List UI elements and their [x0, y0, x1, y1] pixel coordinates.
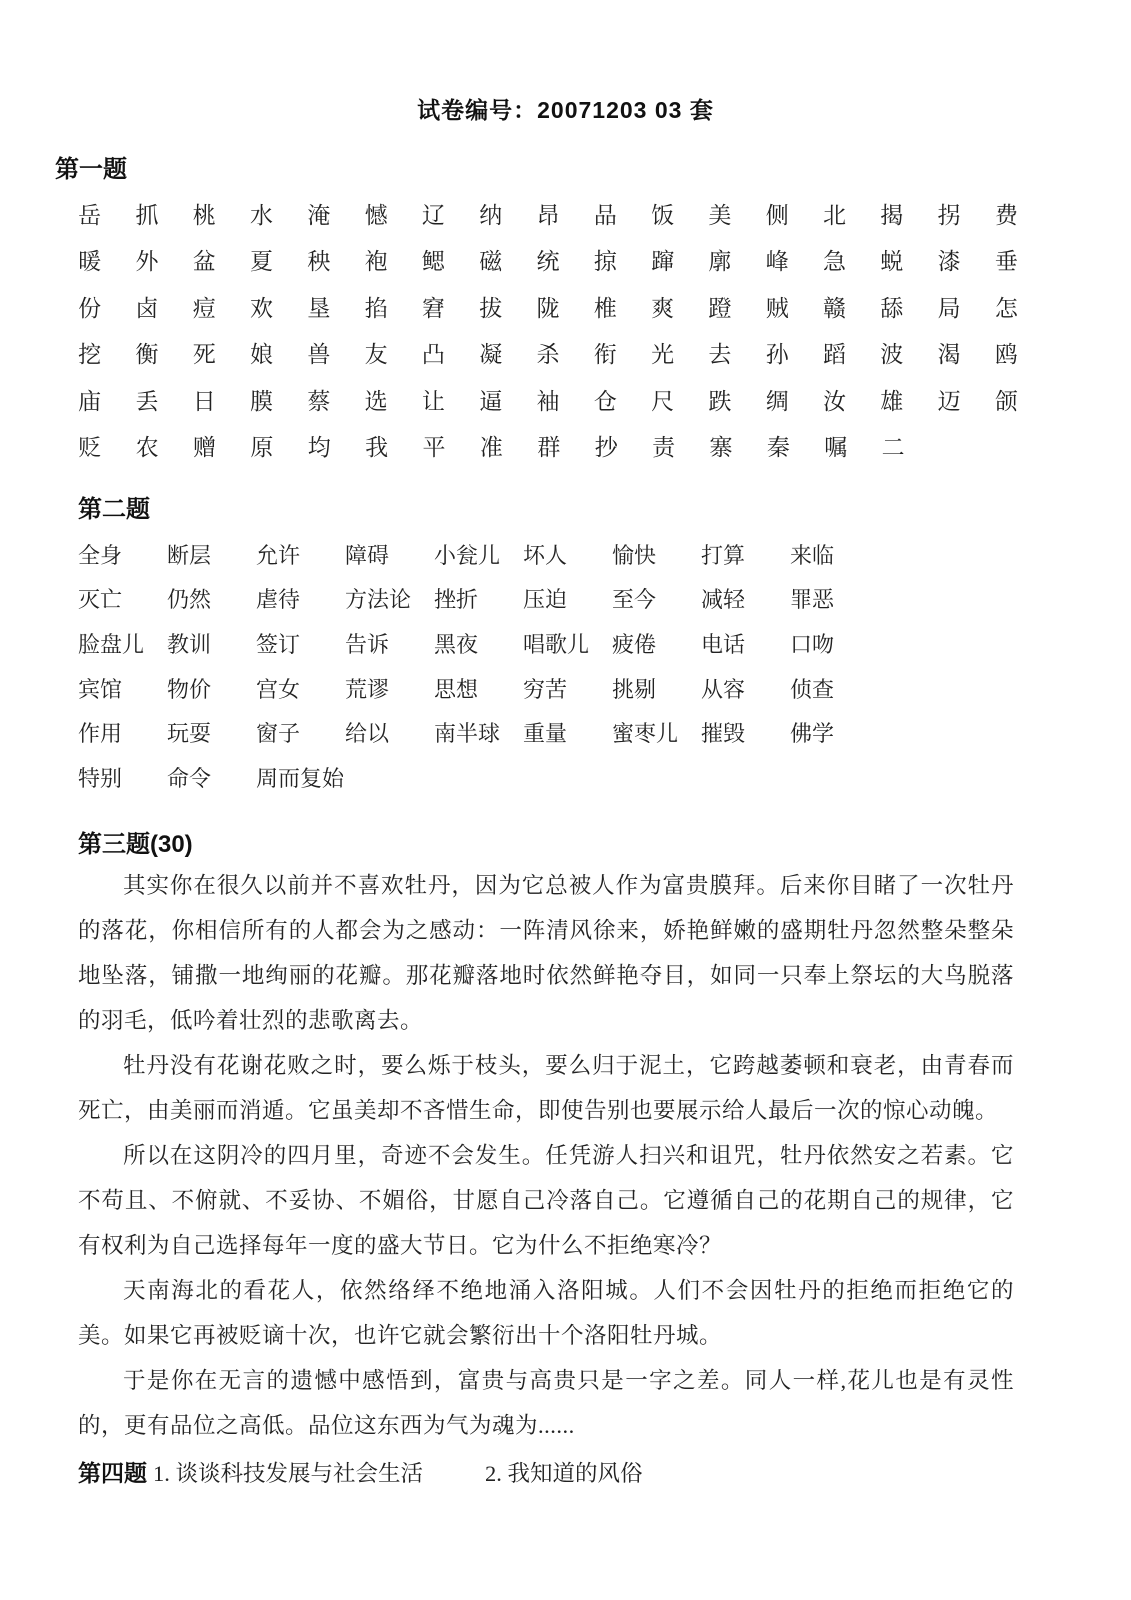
word-cell: 玩耍	[167, 721, 212, 747]
character-cell: 丢	[135, 388, 159, 414]
word-cell: 压迫	[523, 587, 568, 613]
character-cell: 秦	[766, 435, 790, 461]
word-cell: 挑剔	[612, 676, 657, 702]
passage	[78, 863, 1014, 1448]
character-cell: 膜	[250, 388, 274, 414]
word-cell: 罪恶	[790, 587, 835, 613]
character-cell: 衡	[135, 342, 159, 368]
character-cell: 孙	[765, 342, 789, 368]
word-cell: 蜜枣儿	[612, 721, 679, 747]
word-cell: 脸盘儿	[78, 631, 145, 657]
character-cell: 拐	[937, 202, 961, 228]
word-cell: 重量	[523, 721, 568, 747]
character-cell: 漆	[937, 249, 961, 275]
character-cell: 群	[537, 435, 561, 461]
word-cell: 愉快	[612, 542, 657, 568]
passage-paragraph: 天南海北的看花人，依然络绎不绝地涌入洛阳城。人们不会因牡丹的拒绝而拒绝它的美。如果它再被贬谪十次，也许它就会繁衍出十个洛阳牡丹城。	[78, 1277, 1014, 1348]
character-cell: 岳	[78, 202, 102, 228]
word-cell: 疲倦	[612, 631, 657, 657]
character-cell: 份	[78, 295, 102, 321]
character-cell: 均	[307, 435, 331, 461]
character-cell: 去	[708, 342, 732, 368]
character-cell: 统	[536, 249, 560, 275]
word-cell: 摧毁	[701, 721, 746, 747]
word-cell: 断层	[167, 542, 212, 568]
character-cell: 饭	[651, 202, 675, 228]
section4-topic-2: 2. 我知道的风俗	[485, 1460, 643, 1486]
word-cell: 侦查	[790, 676, 835, 702]
word-cell: 给以	[345, 721, 390, 747]
character-cell: 鳃	[421, 249, 445, 275]
character-cell: 掠	[593, 249, 617, 275]
character-cell: 憾	[364, 202, 388, 228]
character-cell: 逼	[479, 388, 503, 414]
page-title: 试卷编号：20071203 03 套	[417, 97, 714, 123]
word-cell: 告诉	[345, 631, 390, 657]
character-cell: 蜕	[880, 249, 904, 275]
character-cell: 让	[421, 388, 445, 414]
character-row	[78, 330, 1018, 377]
character-cell: 鸥	[994, 342, 1018, 368]
character-cell: 凝	[479, 342, 503, 368]
section3-heading: 第三题(30)	[78, 830, 193, 858]
character-cell: 盆	[192, 249, 216, 275]
character-cell: 袖	[536, 388, 560, 414]
character-cell: 尺	[651, 388, 675, 414]
passage-paragraph: 牡丹没有花谢花败之时，要么烁于枝头，要么归于泥土，它跨越萎顿和衰老，由青春而死亡，由美丽而消遁。它虽美却不吝惜生命，即使告别也要展示给人最后一次的惊心动魄。	[78, 1052, 1014, 1123]
word-row	[78, 532, 1028, 577]
character-cell: 跌	[708, 388, 732, 414]
character-cell: 波	[880, 342, 904, 368]
word-cell: 挫折	[434, 587, 479, 613]
section1-heading: 第一题	[55, 156, 127, 183]
word-row	[78, 577, 1028, 622]
character-cell: 兽	[307, 342, 331, 368]
word-cell: 仍然	[167, 587, 212, 613]
character-cell: 峰	[765, 249, 789, 275]
character-cell: 死	[192, 342, 216, 368]
word-cell: 从容	[701, 676, 746, 702]
word-cell: 特别	[78, 765, 123, 791]
word-grid	[78, 532, 1028, 800]
character-cell: 局	[937, 295, 961, 321]
character-cell: 赣	[823, 295, 846, 321]
word-cell: 周而复始	[256, 765, 345, 791]
character-cell: 怎	[994, 295, 1018, 321]
character-cell: 衔	[593, 342, 617, 368]
word-row	[78, 666, 1028, 711]
character-cell: 秧	[307, 249, 331, 275]
word-cell: 作用	[78, 721, 123, 747]
word-cell: 唱歌儿	[523, 631, 590, 657]
word-cell: 宫女	[256, 676, 301, 702]
character-cell: 侧	[765, 202, 789, 228]
section4-topic-1: 1. 谈谈科技发展与社会生活	[153, 1460, 424, 1486]
word-cell: 签订	[256, 631, 301, 657]
character-grid	[78, 190, 1018, 469]
word-cell: 思想	[434, 676, 479, 702]
character-cell: 辽	[421, 202, 445, 228]
character-cell: 我	[365, 435, 389, 461]
word-cell: 减轻	[701, 587, 746, 613]
character-cell: 嘱	[824, 435, 848, 461]
word-cell: 教训	[167, 631, 212, 657]
character-cell: 汝	[823, 388, 846, 414]
character-cell: 磁	[479, 249, 503, 275]
character-cell: 娘	[250, 342, 274, 368]
character-cell: 杀	[536, 342, 560, 368]
word-row	[78, 755, 1028, 800]
character-cell: 贼	[765, 295, 789, 321]
character-cell: 挖	[78, 342, 102, 368]
character-cell: 蹿	[651, 249, 675, 275]
character-cell: 贬	[78, 435, 102, 461]
word-cell: 障碍	[345, 542, 390, 568]
character-cell: 抓	[135, 202, 159, 228]
character-cell: 桃	[192, 202, 216, 228]
character-cell: 蹈	[823, 342, 846, 368]
character-cell: 原	[250, 435, 274, 461]
character-cell: 农	[135, 435, 159, 461]
character-cell: 暖	[78, 249, 102, 275]
passage-paragraph: 所以在这阴冷的四月里，奇迹不会发生。任凭游人扫兴和诅咒，牡丹依然安之若素。它不苟且、不俯就、不妥协、不媚俗，甘愿自己冷落自己。它遵循自己的花期自己的规律，它有权利为自己选择每年一度的盛大节日。它为什么不拒绝寒冷？	[78, 1142, 1014, 1258]
character-cell: 爽	[651, 295, 675, 321]
character-cell: 光	[651, 342, 675, 368]
word-cell: 至今	[612, 587, 657, 613]
character-row	[78, 376, 1018, 423]
character-cell: 赠	[192, 435, 216, 461]
word-cell: 荒谬	[345, 676, 390, 702]
character-cell: 垂	[994, 249, 1018, 275]
character-cell: 窘	[421, 295, 445, 321]
word-cell: 虐待	[256, 587, 301, 613]
character-row	[78, 283, 1018, 330]
character-cell: 水	[250, 202, 274, 228]
character-cell: 友	[364, 342, 388, 368]
word-cell: 物价	[167, 676, 212, 702]
character-row	[78, 423, 1018, 470]
word-cell: 方法论	[345, 587, 412, 613]
word-cell: 宾馆	[78, 676, 123, 702]
character-cell: 陇	[536, 295, 560, 321]
character-cell: 二	[881, 435, 905, 461]
character-cell: 昂	[536, 202, 560, 228]
character-cell: 掐	[364, 295, 388, 321]
character-cell: 垦	[307, 295, 331, 321]
character-cell: 抄	[594, 435, 618, 461]
character-row	[78, 190, 1018, 237]
character-cell: 拔	[479, 295, 503, 321]
word-cell: 来临	[790, 542, 835, 568]
character-cell: 欢	[250, 295, 274, 321]
character-cell: 美	[708, 202, 732, 228]
character-cell: 痘	[192, 295, 216, 321]
character-cell: 廓	[708, 249, 732, 275]
word-row	[78, 621, 1028, 666]
section4-line	[78, 1451, 1131, 1496]
passage-paragraph: 于是你在无言的遗憾中感悟到，富贵与高贵只是一字之差。同人一样,花儿也是有灵性的，更有品位之高低。品位这东西为气为魂为......	[78, 1367, 1014, 1438]
word-cell: 灭亡	[78, 587, 123, 613]
character-cell: 仓	[593, 388, 617, 414]
character-cell: 雄	[880, 388, 904, 414]
word-cell: 坏人	[523, 542, 568, 568]
character-cell: 责	[652, 435, 676, 461]
section4-heading: 第四题	[78, 1459, 147, 1486]
character-row	[78, 237, 1018, 284]
word-cell: 穷苦	[523, 676, 568, 702]
character-cell: 纳	[479, 202, 503, 228]
word-cell: 电话	[701, 631, 746, 657]
character-cell: 舔	[880, 295, 904, 321]
character-cell: 寨	[709, 435, 733, 461]
word-cell: 佛学	[790, 721, 835, 747]
word-cell: 打算	[701, 542, 746, 568]
word-cell: 小瓮儿	[434, 542, 501, 568]
character-cell: 选	[364, 388, 388, 414]
character-cell: 卤	[135, 295, 159, 321]
word-cell: 黑夜	[434, 631, 479, 657]
character-cell: 淹	[307, 202, 331, 228]
passage-paragraph: 其实你在很久以前并不喜欢牡丹，因为它总被人作为富贵膜拜。后来你目睹了一次牡丹的落花，你相信所有的人都会为之感动：一阵清风徐来，娇艳鲜嫩的盛期牡丹忽然整朵整朵地坠落，铺撒一地绚丽的花瓣。那花瓣落地时依然鲜艳夺目，如同一只奉上祭坛的大鸟脱落的羽毛，低吟着壮烈的悲歌离去。	[78, 872, 1014, 1033]
word-cell: 窗子	[256, 721, 301, 747]
word-cell: 口吻	[790, 631, 835, 657]
character-cell: 平	[422, 435, 446, 461]
character-cell: 夏	[250, 249, 274, 275]
character-cell: 袍	[364, 249, 388, 275]
character-cell: 椎	[593, 295, 617, 321]
character-cell: 蹬	[708, 295, 732, 321]
section2-heading: 第二题	[78, 496, 150, 523]
word-row	[78, 710, 1028, 755]
character-cell: 蔡	[307, 388, 331, 414]
character-cell: 迈	[937, 388, 961, 414]
character-cell: 揭	[880, 202, 904, 228]
character-cell: 急	[823, 249, 846, 275]
word-cell: 允许	[256, 542, 301, 568]
word-cell: 命令	[167, 765, 212, 791]
character-cell: 品	[593, 202, 617, 228]
word-cell: 全身	[78, 542, 123, 568]
character-cell: 凸	[421, 342, 445, 368]
character-cell: 绸	[765, 388, 789, 414]
character-cell: 庙	[78, 388, 102, 414]
character-cell: 北	[823, 202, 846, 228]
character-cell: 颌	[994, 388, 1018, 414]
character-cell: 费	[994, 202, 1018, 228]
character-cell: 渴	[937, 342, 961, 368]
character-cell: 外	[135, 249, 159, 275]
character-cell: 准	[479, 435, 503, 461]
character-cell: 日	[192, 388, 216, 414]
word-cell: 南半球	[434, 721, 501, 747]
